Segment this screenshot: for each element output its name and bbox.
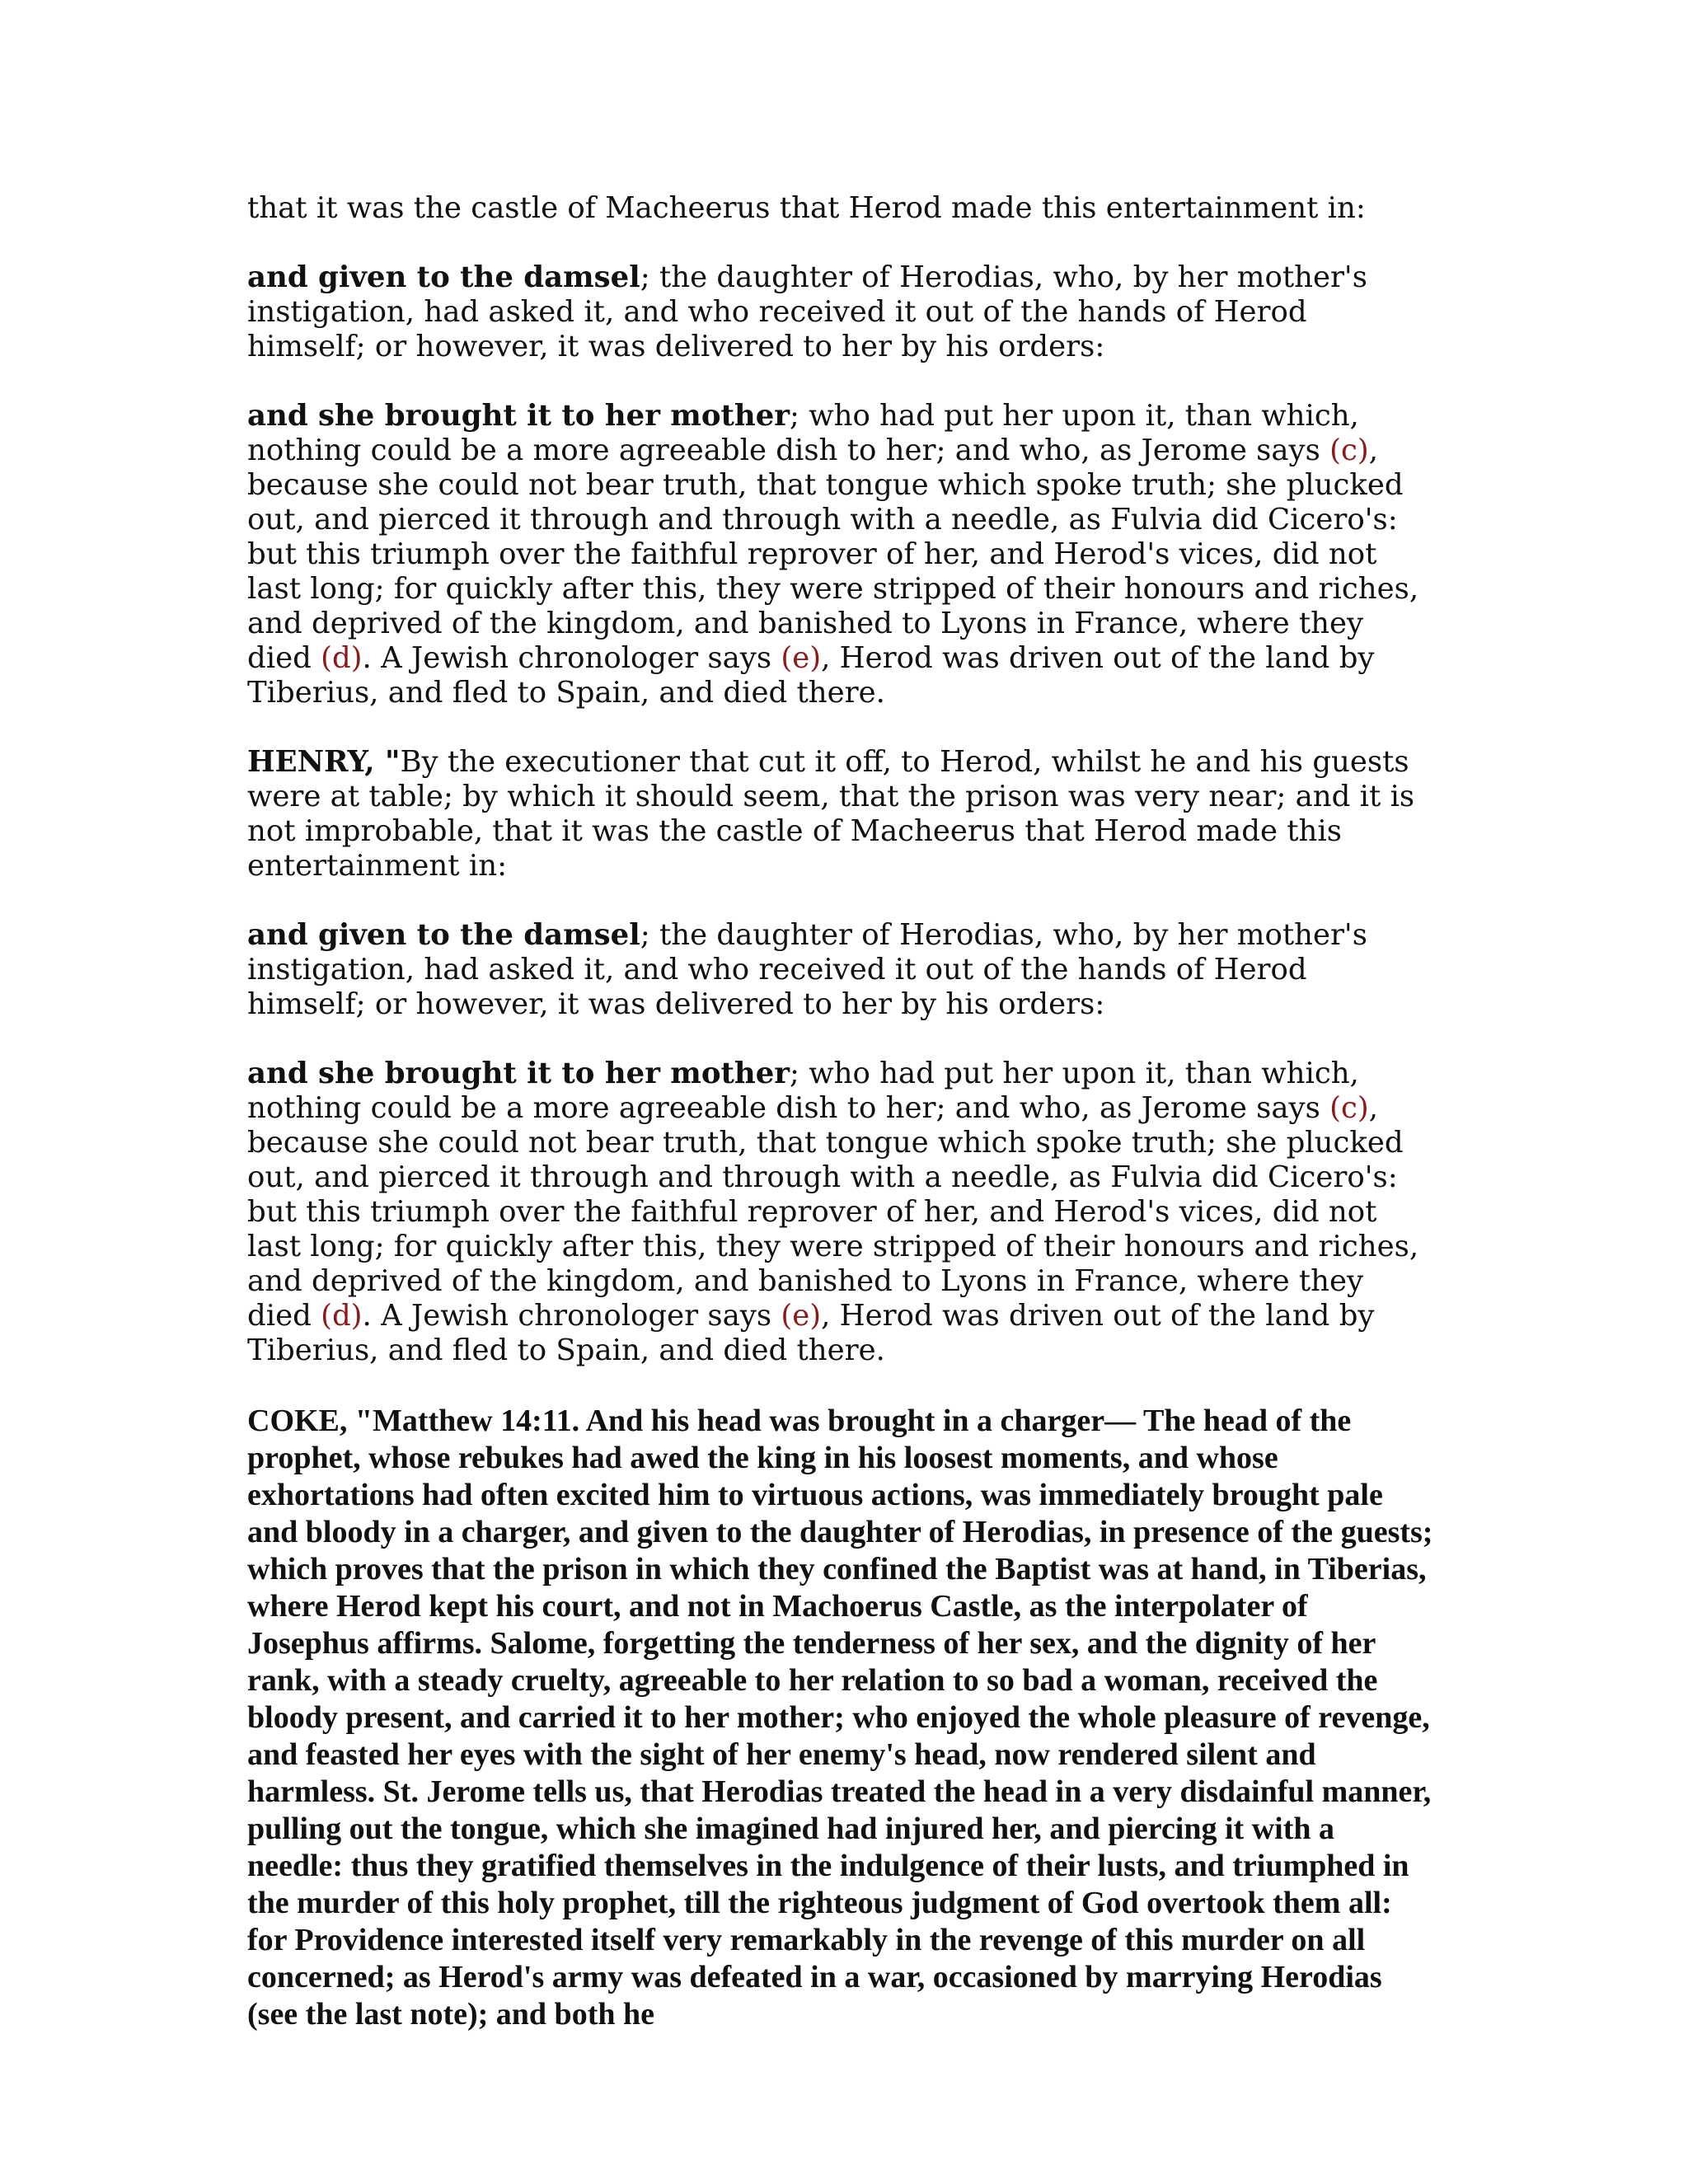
paragraph-henry <box>247 745 1434 883</box>
verse-phrase: and she brought it to her mother <box>247 399 790 433</box>
commentator-name: HENRY, " <box>247 745 401 779</box>
paragraph-gill-continuation <box>247 191 1434 226</box>
paragraph-text: , Herod was driven out of the land by Tiberius, and fled to Spain, and died there. <box>247 641 1375 710</box>
paragraph-henry-damsel <box>247 918 1434 1022</box>
paragraph-text: that it was the castle of Macheerus that Herod made this entertainment in: <box>247 191 1366 225</box>
paragraph-text: COKE, "Matthew 14:11. And his head was brought in a charger— The head of the prophet, whose rebukes had awed the king in his loosest moments, and whose exhortations had often excited him to virtuous actions, was immediately brought pale and bloody in a charger, and given to the daughter of Herodias, in presence of the guests; which proves that the prison in which they confined the Baptist was at hand, in Tiberias, where Herod kept his court, and not in Machoerus Castle, as the interpolater of Josephus affirms. Salome, forgetting the tenderness of her sex, and the dignity of her rank, with a steady cruelty, agreeable to her relation to so bad a woman, received the bloody present, and carried it to her mother; who enjoyed the whole pleasure of revenge, and feasted her eyes with the sight of her enemy's head, now rendered silent and harmless. St. Jerome tells us, that Herodias treated the head in a very disdainful manner, pulling out the tongue, which she imagined had injured her, and piercing it with a needle: thus they gratified themselves in the indulgence of their lusts, and triumphed in the murder of this holy prophet, till the righteous judgment of God overtook them all: for Providence interested itself very remarkably in the revenge of this murder on all concerned; as Herod's army was defeated in a war, occasioned by marrying Herodias (see the last note); and both he <box>247 1404 1433 2032</box>
paragraph-gill-mother <box>247 399 1434 710</box>
paragraph-text: By the executioner that cut it off, to Herod, whilst he and his guests were at table; by which it should seem, that the prison was very near; and it is not improbable, that it was the castle of Macheerus that Herod made this entertainment in: <box>247 745 1415 883</box>
paragraph-text: . A Jewish chronologer says <box>362 641 781 675</box>
verse-phrase: and given to the damsel <box>247 918 640 952</box>
paragraph-text: . A Jewish chronologer says <box>362 1299 781 1333</box>
paragraph-coke <box>247 1403 1434 2033</box>
footnote-ref-d[interactable]: (d) <box>321 641 363 675</box>
footnote-ref-c[interactable]: (c) <box>1329 434 1369 467</box>
footnote-ref-d[interactable]: (d) <box>321 1299 363 1333</box>
document-page <box>247 191 1434 2033</box>
paragraph-text: , Herod was driven out of the land by Tiberius, and fled to Spain, and died there. <box>247 1299 1375 1367</box>
paragraph-text: ; the daughter of Herodias, who, by her mother's instigation, had asked it, and who received it out of the hands of Herod himself; or however, it was delivered to her by his orders: <box>247 918 1367 1021</box>
paragraph-text: ; who had put her upon it, than which, nothing could be a more agreeable dish to her; and who, as Jerome says <box>247 399 1359 467</box>
verse-phrase: and she brought it to her mother <box>247 1057 790 1090</box>
paragraph-text: ; who had put her upon it, than which, nothing could be a more agreeable dish to her; and who, as Jerome says <box>247 1057 1359 1125</box>
footnote-ref-e[interactable]: (e) <box>781 1299 822 1333</box>
paragraph-text: , because she could not bear truth, that tongue which spoke truth; she plucked out, and pierced it through and through with a needle, as Fulvia did Cicero's: but this triumph over the faithful reprover of her, and Herod's vices, did not last long; for quickly after this, they were stripped of their honours and riches, and deprived of the kingdom, and banished to Lyons in France, where they died <box>247 1091 1419 1333</box>
paragraph-gill-damsel <box>247 260 1434 364</box>
paragraph-text: , because she could not bear truth, that tongue which spoke truth; she plucked out, and pierced it through and through with a needle, as Fulvia did Cicero's: but this triumph over the faithful reprover of her, and Herod's vices, did not last long; for quickly after this, they were stripped of their honours and riches, and deprived of the kingdom, and banished to Lyons in France, where they died <box>247 434 1419 675</box>
footnote-ref-e[interactable]: (e) <box>781 641 822 675</box>
paragraph-text: ; the daughter of Herodias, who, by her mother's instigation, had asked it, and who received it out of the hands of Herod himself; or however, it was delivered to her by his orders: <box>247 260 1367 363</box>
verse-phrase: and given to the damsel <box>247 260 640 294</box>
footnote-ref-c[interactable]: (c) <box>1329 1091 1369 1125</box>
paragraph-henry-mother <box>247 1057 1434 1368</box>
